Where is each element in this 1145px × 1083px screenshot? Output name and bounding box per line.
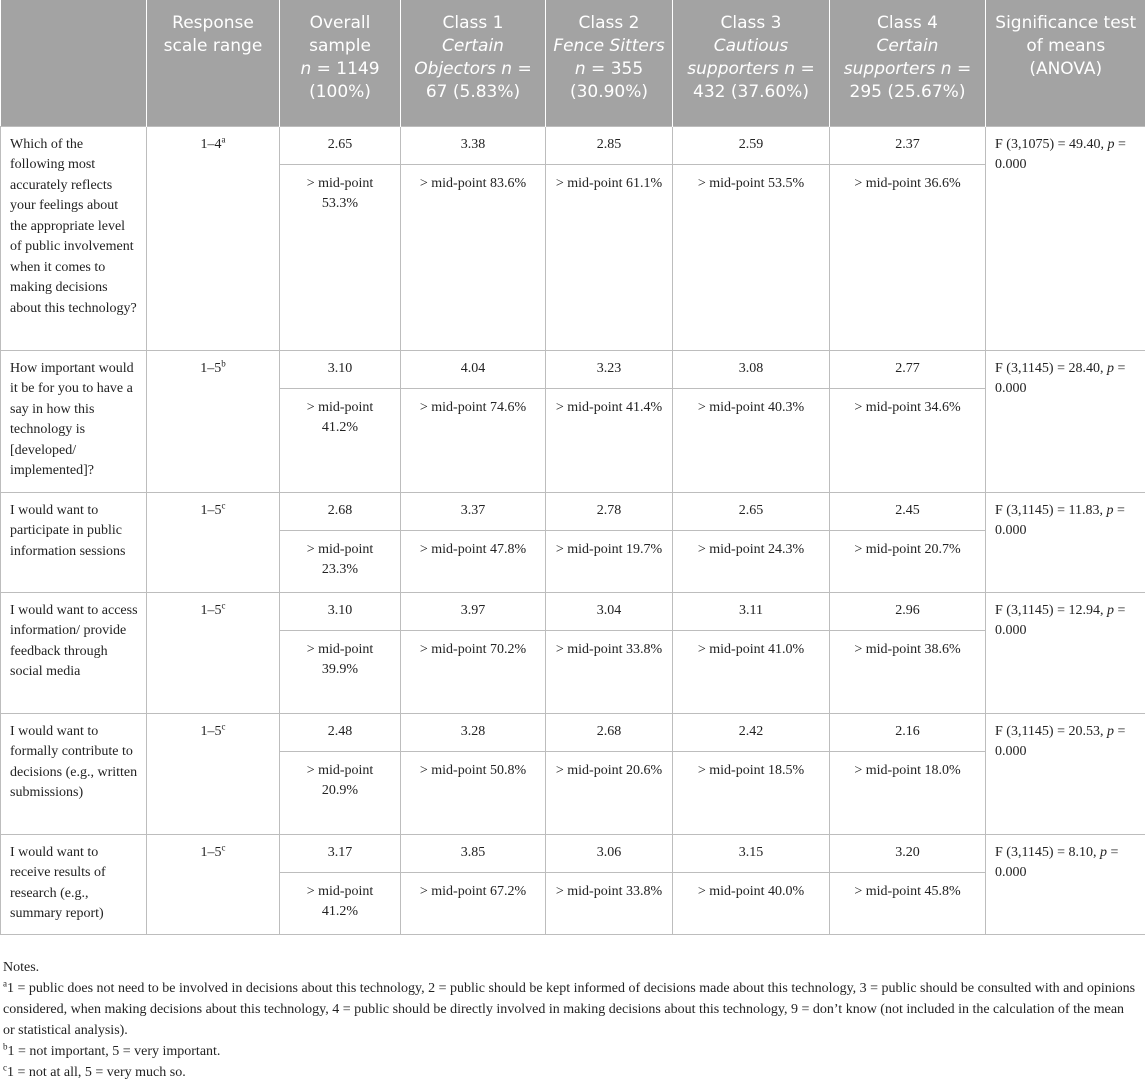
midpoint-cell: > mid-point 33.8% xyxy=(546,872,673,934)
midpoint-cell: > mid-point 47.8% xyxy=(401,530,546,592)
significance-cell: F (3,1145) = 28.40, p = 0.000 xyxy=(986,350,1145,492)
table-row xyxy=(1,834,1145,872)
midpoint-cell: > mid-point 40.3% xyxy=(673,388,830,492)
question-cell: I would want to formally contribute to decisions (e.g., written submissions) xyxy=(1,713,147,834)
midpoint-cell: > mid-point 41.0% xyxy=(673,630,830,713)
mean-cell: 3.11 xyxy=(673,592,830,630)
mean-cell: 3.23 xyxy=(546,350,673,388)
mean-cell: 2.65 xyxy=(673,492,830,530)
mean-cell: 3.04 xyxy=(546,592,673,630)
header-class-1: Class 1 Certain Objectors n = 67 (5.83%) xyxy=(401,0,546,126)
question-cell: How important would it be for you to have a say in how this technology is [developed/ implemented]? xyxy=(1,350,147,492)
midpoint-cell: > mid-point 39.9% xyxy=(280,630,401,713)
mean-cell: 3.97 xyxy=(401,592,546,630)
mean-cell: 2.96 xyxy=(830,592,986,630)
mean-cell: 3.06 xyxy=(546,834,673,872)
header-class-4: Class 4 Certain supporters n = 295 (25.67%) xyxy=(830,0,986,126)
midpoint-cell: > mid-point 74.6% xyxy=(401,388,546,492)
mean-cell: 3.08 xyxy=(673,350,830,388)
significance-cell: F (3,1145) = 8.10, p = 0.000 xyxy=(986,834,1145,934)
midpoint-cell: > mid-point 33.8% xyxy=(546,630,673,713)
header-overall-sample: Overall sample n = 1149 (100%) xyxy=(280,0,401,126)
mean-cell: 3.10 xyxy=(280,592,401,630)
mean-cell: 2.68 xyxy=(280,492,401,530)
note-a: $^a$1 = public does not need to be involved in decisions about this technology, 2 = public should be kept informed of decisions made about this technology, 3 = public should be consulted with and opinions considered, when making decisions about this technology, 4 = public should be directly involved in making decisions about this technology, 9 = don’t know (not included in the calculation of the mean or statistical analysis). xyxy=(3,978,1137,1041)
midpoint-cell: > mid-point 18.5% xyxy=(673,751,830,834)
midpoint-cell: > mid-point 19.7% xyxy=(546,530,673,592)
significance-cell: F (3,1145) = 11.83, p = 0.000 xyxy=(986,492,1145,592)
significance-cell: F (3,1075) = 49.40, p = 0.000 xyxy=(986,126,1145,350)
mean-cell: 2.37 xyxy=(830,126,986,164)
mean-cell: 3.37 xyxy=(401,492,546,530)
midpoint-cell: > mid-point 24.3% xyxy=(673,530,830,592)
midpoint-cell: > mid-point 38.6% xyxy=(830,630,986,713)
mean-cell: 2.42 xyxy=(673,713,830,751)
table-row xyxy=(1,713,1145,751)
table-row xyxy=(1,592,1145,630)
significance-cell: F (3,1145) = 12.94, p = 0.000 xyxy=(986,592,1145,713)
mean-cell: 2.16 xyxy=(830,713,986,751)
midpoint-cell: > mid-point 18.0% xyxy=(830,751,986,834)
header-item xyxy=(1,0,147,126)
midpoint-cell: > mid-point 36.6% xyxy=(830,164,986,350)
header-response-scale: Response scale range xyxy=(147,0,280,126)
midpoint-cell: > mid-point 70.2% xyxy=(401,630,546,713)
notes-title: Notes. xyxy=(3,957,1137,978)
question-cell: I would want to access information/ provide feedback through social media xyxy=(1,592,147,713)
mean-cell: 2.77 xyxy=(830,350,986,388)
range-cell: 1–5$^c$ xyxy=(147,492,280,592)
midpoint-cell: > mid-point 67.2% xyxy=(401,872,546,934)
mean-cell: 2.78 xyxy=(546,492,673,530)
table-row xyxy=(1,350,1145,388)
midpoint-cell: > mid-point 45.8% xyxy=(830,872,986,934)
question-cell: Which of the following most accurately reflects your feelings about the appropriate level of public involvement when it comes to making decisions about this technology? xyxy=(1,126,147,350)
mean-cell: 3.38 xyxy=(401,126,546,164)
mean-cell: 2.45 xyxy=(830,492,986,530)
table-row xyxy=(1,126,1145,164)
mean-cell: 2.68 xyxy=(546,713,673,751)
header-significance: Significance test of means (ANOVA) xyxy=(986,0,1145,126)
mean-cell: 2.65 xyxy=(280,126,401,164)
header-class-2: Class 2 Fence Sitters n = 355 (30.90%) xyxy=(546,0,673,126)
midpoint-cell: > mid-point 41.2% xyxy=(280,872,401,934)
range-cell: 1–5$^b$ xyxy=(147,350,280,492)
range-cell: 1–4$^a$ xyxy=(147,126,280,350)
mean-cell: 3.85 xyxy=(401,834,546,872)
note-c: $^c$1 = not at all, 5 = very much so. xyxy=(3,1062,1137,1083)
mean-cell: 3.28 xyxy=(401,713,546,751)
table-row xyxy=(1,492,1145,530)
midpoint-cell: > mid-point 83.6% xyxy=(401,164,546,350)
mean-cell: 4.04 xyxy=(401,350,546,388)
midpoint-cell: > mid-point 40.0% xyxy=(673,872,830,934)
mean-cell: 3.17 xyxy=(280,834,401,872)
midpoint-cell: > mid-point 20.9% xyxy=(280,751,401,834)
note-b: $^b$1 = not important, 5 = very important. xyxy=(3,1041,1137,1062)
significance-cell: F (3,1145) = 20.53, p = 0.000 xyxy=(986,713,1145,834)
header-class-3: Class 3 Cautious supporters n = 432 (37.60%) xyxy=(673,0,830,126)
midpoint-cell: > mid-point 20.7% xyxy=(830,530,986,592)
range-cell: 1–5$^c$ xyxy=(147,834,280,934)
mean-cell: 3.10 xyxy=(280,350,401,388)
mean-cell: 3.20 xyxy=(830,834,986,872)
midpoint-cell: > mid-point 41.4% xyxy=(546,388,673,492)
mean-cell: 3.15 xyxy=(673,834,830,872)
mean-cell: 2.48 xyxy=(280,713,401,751)
midpoint-cell: > mid-point 53.5% xyxy=(673,164,830,350)
mean-cell: 2.85 xyxy=(546,126,673,164)
range-cell: 1–5$^c$ xyxy=(147,713,280,834)
mean-cell: 2.59 xyxy=(673,126,830,164)
midpoint-cell: > mid-point 50.8% xyxy=(401,751,546,834)
midpoint-cell: > mid-point 53.3% xyxy=(280,164,401,350)
midpoint-cell: > mid-point 20.6% xyxy=(546,751,673,834)
midpoint-cell: > mid-point 34.6% xyxy=(830,388,986,492)
midpoint-cell: > mid-point 23.3% xyxy=(280,530,401,592)
midpoint-cell: > mid-point 61.1% xyxy=(546,164,673,350)
table-notes xyxy=(0,957,1145,1083)
question-cell: I would want to receive results of research (e.g., summary report) xyxy=(1,834,147,934)
range-cell: 1–5$^c$ xyxy=(147,592,280,713)
midpoint-cell: > mid-point 41.2% xyxy=(280,388,401,492)
header-row xyxy=(1,0,1145,126)
question-cell: I would want to participate in public information sessions xyxy=(1,492,147,592)
